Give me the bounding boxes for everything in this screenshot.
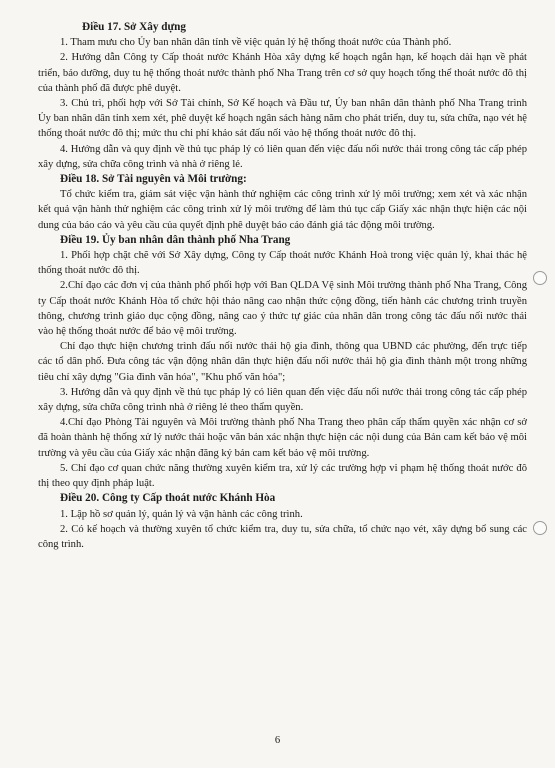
- punch-hole-icon: [533, 271, 547, 285]
- paragraph: Chỉ đạo thực hiện chương trình đấu nối nước thải hộ gia đình, thông qua UBND các phường, đến trực tiếp các tổ dân phố. Đưa công tác vận động nhân dân thực hiện đấu nối nước thải hộ gia đình thành một trong những tiêu chí xây dựng "Gia đình văn hóa", "Khu phố văn hóa";: [38, 341, 527, 383]
- paragraph: 5. Chỉ đạo cơ quan chức năng thường xuyên kiểm tra, xử lý các trường hợp vi phạm hệ thống thoát nước đô thị theo quy định pháp luật.: [38, 462, 527, 490]
- punch-hole-icon: [533, 521, 547, 535]
- section-dieu-18: [38, 172, 527, 233]
- paragraph: Tổ chức kiểm tra, giám sát việc vận hành thử nghiệm các công trình xử lý môi trường; xem xét và xác nhận kết quả vận hành thử nghiệm các công trình xử lý môi trường để làm thủ tục cấp Giấy xác nhận thực hiện các nội dung của báo cáo và yêu cầu của quyết định phê duyệt báo cáo đánh giá tác động môi trường.: [38, 189, 527, 231]
- paragraph: 1. Lập hồ sơ quản lý, quản lý và vận hành các công trình.: [60, 508, 303, 520]
- page-number: 6: [274, 735, 281, 746]
- paragraph: 1. Tham mưu cho Ủy ban nhân dân tỉnh về việc quản lý hệ thống thoát nước của Thành phố.: [60, 37, 452, 49]
- paragraph: 1. Phối hợp chặt chẽ với Sở Xây dựng, Công ty Cấp thoát nước Khánh Hoà trong việc quản lý, khai thác hệ thống thoát nước đô thị.: [38, 250, 527, 277]
- paragraph: 2. Hướng dẫn Công ty Cấp thoát nước Khánh Hòa xây dựng kế hoạch ngắn hạn, kế hoạch dài hạn về phát triển, bảo dưỡng, duy tu hệ thống thoát nước thành phố Nha Trang trên cơ sở quy hoạch tổng thể thoát nước đô thị của thành phố đã được phê duyệt.: [38, 52, 527, 94]
- section-heading: Điều 19. Ủy ban nhân dân thành phố Nha Trang: [60, 233, 291, 246]
- section-heading: Điều 18. Sở Tài nguyên và Môi trường:: [60, 173, 247, 186]
- paragraph: 4.Chỉ đạo Phòng Tài nguyên và Môi trường thành phố Nha Trang theo phân cấp thẩm quyền xác nhận cơ sở đã hoàn thành hệ thống xử lý nước thải hoặc văn bản xác nhận thực hiện các nội dung của Bản cam kết bảo vệ môi trường và yêu cầu của Giấy xác nhận đăng ký bản cam kết bảo vệ môi trường.: [38, 417, 527, 459]
- paragraph: 2. Có kế hoạch và thường xuyên tổ chức kiểm tra, duy tu, sửa chữa, tổ chức nạo vét, xây dựng bổ sung các công trình.: [38, 523, 527, 550]
- paragraph: 3. Chủ trì, phối hợp với Sở Tài chính, Sở Kế hoạch và Đầu tư, Ủy ban nhân dân thành phố Nha Trang trình Ủy ban nhân dân tỉnh xem xét, phê duyệt kế hoạch ngân sách hàng năm cho phát triển, duy tu, sửa chữa, nạo vét hệ thống thoát nước đô thị; mức thu chi phí khảo sát đấu nối vào hệ thống thoát nước đô thị.: [38, 98, 527, 140]
- paragraph: 4. Hướng dẫn và quy định về thủ tục pháp lý có liên quan đến việc đấu nối nước thải trong công tác cấp phép xây dựng, sửa chữa công trình và nhà ở riêng lẻ.: [38, 143, 527, 170]
- section-dieu-17: [38, 20, 527, 172]
- section-dieu-20: [38, 491, 527, 552]
- section-heading: Điều 20. Công ty Cấp thoát nước Khánh Hòa: [60, 492, 276, 505]
- section-heading: Điều 17. Sở Xây dựng: [82, 21, 186, 33]
- section-dieu-19: [38, 233, 527, 491]
- paragraph: 3. Hướng dẫn và quy định về thủ tục pháp lý có liên quan đến việc đấu nối nước thải trong công tác cấp phép xây dựng, sửa chữa công trình nhà ở riêng lẻ theo thẩm quyền.: [38, 386, 527, 414]
- paragraph: 2.Chỉ đạo các đơn vị của thành phố phối hợp với Ban QLDA Vệ sinh Môi trường thành phố Nha Trang, Công ty Cấp thoát nước Khánh Hòa tổ chức hội thảo nâng cao nhận thức cộng đồng, tiến hành các chương trình truyền thông, chương trình giáo dục cộng đồng, nâng cao ý thức tự giác của nhân dân trong công tác đấu nối nước thải vào hệ thống thoát nước để bảo vệ môi trường.: [38, 280, 527, 338]
